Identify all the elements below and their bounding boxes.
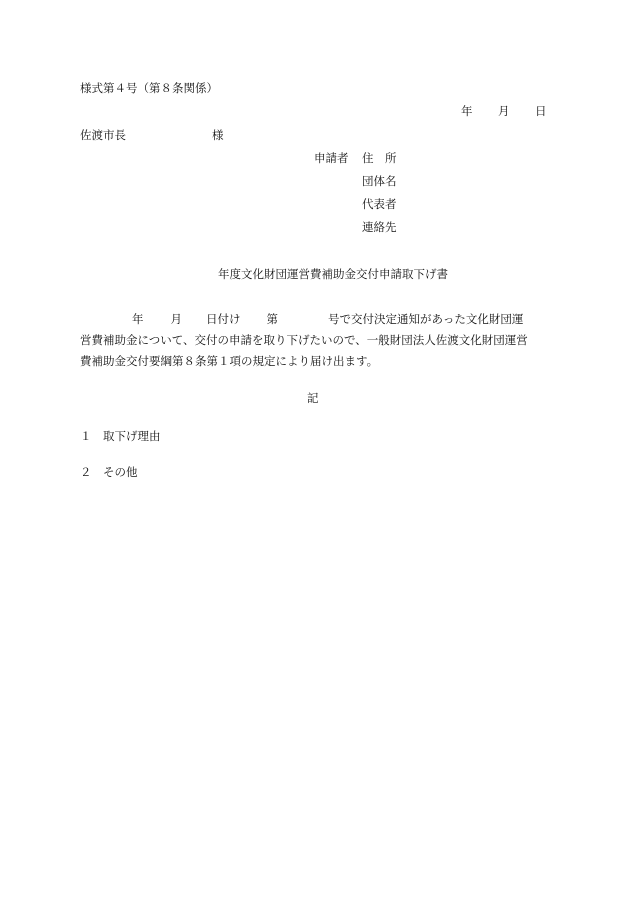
- date-month-label: 月: [498, 104, 510, 118]
- organization-label: 団体名: [362, 174, 397, 188]
- body-line-2: 営費補助金について、交付の申請を取り下げたいので、一般財団法人佐渡文化財団運営: [80, 333, 528, 347]
- item-2-label: その他: [103, 465, 138, 479]
- body-month: 月: [170, 312, 182, 326]
- body-year: 年: [132, 312, 144, 326]
- address-label: 住 所: [362, 151, 397, 165]
- addressee-honorific: 様: [212, 128, 224, 142]
- body-line-1: [80, 309, 550, 330]
- body-line-3: 費補助金交付要綱第８条第１項の規定により届け出ます。: [80, 354, 379, 368]
- representative-label: 代表者: [362, 197, 397, 211]
- body-paragraph: [80, 309, 550, 372]
- item-1-number: １: [80, 429, 92, 443]
- body-dai: 第: [266, 312, 278, 326]
- item-2-number: ２: [80, 465, 92, 479]
- document-title: 年度文化財団運営費補助金交付申請取下げ書: [218, 267, 448, 281]
- item-1-label: 取下げ理由: [103, 429, 161, 443]
- form-number: 様式第４号（第８条関係）: [80, 81, 218, 95]
- date-day-label: 日: [535, 104, 547, 118]
- contact-label: 連絡先: [362, 220, 397, 234]
- date-year-label: 年: [461, 104, 473, 118]
- applicant-label: 申請者: [314, 151, 349, 165]
- record-heading: 記: [307, 391, 319, 405]
- body-dated: 日付け: [206, 312, 241, 326]
- addressee-mayor: 佐渡市長: [80, 128, 126, 142]
- body-line-1-rest: 号で交付決定通知があった文化財団運: [328, 312, 524, 326]
